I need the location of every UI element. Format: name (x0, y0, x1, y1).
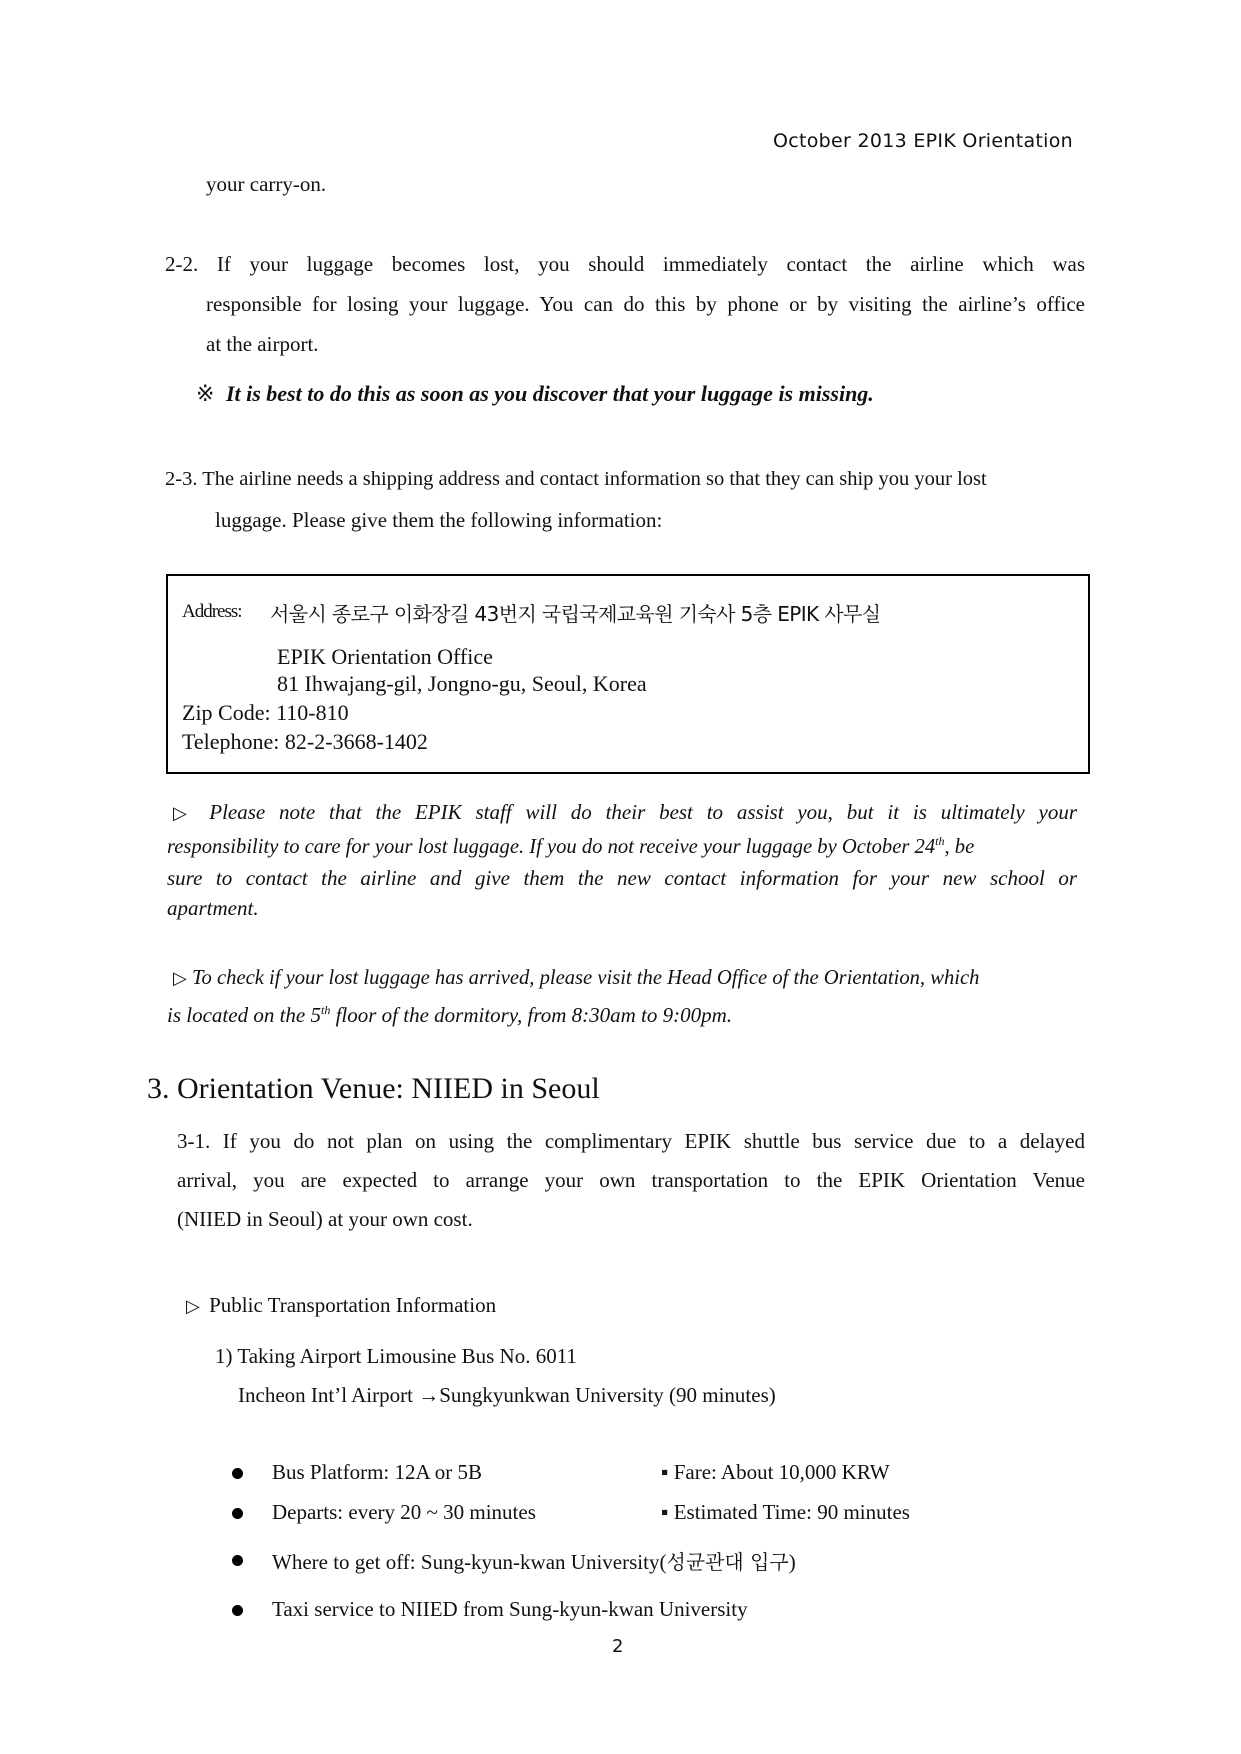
address-label: Address: (182, 601, 242, 622)
bullet-estimated-time: ▪ Estimated Time: 90 minutes (661, 1500, 910, 1524)
address-street: 81 Ihwajang-gil, Jongno-gu, Seoul, Korea (277, 671, 647, 696)
address-telephone: Telephone: 82-2-3668-1402 (182, 729, 428, 754)
transport-item1-route: Incheon Int’l Airport →Sungkyunkwan University (90 minutes) (238, 1383, 776, 1407)
address-office: EPIK Orientation Office (277, 644, 493, 669)
section-2-2-line3: at the airport. (206, 332, 319, 356)
section-3-line2: arrival, you are expected to arrange your own transportation to the EPIK Orientation Venue (177, 1168, 1085, 1192)
note-best-text: It is best to do this as soon as you discover that your luggage is missing. (225, 381, 874, 406)
triangle-bullet-icon: ▷ (186, 1296, 200, 1317)
transport-title (186, 1293, 496, 1318)
transport-item1-title: 1) Taking Airport Limousine Bus No. 6011 (215, 1344, 577, 1368)
bullet-dot-icon (232, 1605, 243, 1616)
note-responsibility-line1 (173, 800, 1077, 825)
section-2-3-line1: 2-3. The airline needs a shipping address and contact information so that they can ship you your lost (165, 468, 987, 490)
note-check-line1 (173, 967, 979, 990)
address-korean: 서울시 종로구 이화장길 43번지 국립국제교육원 기숙사 5층 EPIK 사무실 (270, 602, 881, 626)
note-check-text2a: is located on the 5 (167, 1003, 321, 1027)
note-responsibility-line3: sure to contact the airline and give them the new contact information for your new school or (167, 866, 1077, 890)
address-zip: Zip Code: 110-810 (182, 700, 349, 725)
ordinal-suffix: th (935, 834, 945, 849)
note-best (196, 381, 874, 407)
reference-mark-icon: ※ (196, 382, 215, 407)
where-to-get-off-korean: 성균관대 입구 (666, 1550, 789, 1574)
page-header: October 2013 EPIK Orientation (773, 130, 1073, 152)
section-2-3-line2: luggage. Please give them the following information: (215, 508, 663, 532)
section-2-2-line1: 2-2. If your luggage becomes lost, you should immediately contact the airline which was (165, 252, 1085, 276)
note-check-text2b: floor of the dormitory, from 8:30am to 9:00pm. (330, 1003, 733, 1027)
where-to-get-off-text: Where to get off: Sung-kyun-kwan University( (272, 1550, 667, 1574)
note-check-text1: To check if your lost luggage has arrived, please visit the Head Office of the Orientation, which (192, 967, 980, 989)
section-3-line1: 3-1. If you do not plan on using the complimentary EPIK shuttle bus service due to a delayed (177, 1129, 1085, 1153)
note-responsibility-line2 (167, 836, 974, 859)
note-responsibility-line4: apartment. (167, 896, 259, 920)
bullet-departs: Departs: every 20 ~ 30 minutes (272, 1500, 536, 1524)
note-responsibility-text1: Please note that the EPIK staff will do their best to assist you, but it is ultimately your (209, 800, 1078, 824)
transport-title-text: Public Transportation Information (209, 1293, 497, 1317)
note-responsibility-text2b: , be (944, 836, 975, 858)
bullet-dot-icon (232, 1468, 243, 1479)
page-number: 2 (612, 1636, 624, 1657)
triangle-bullet-icon: ▷ (173, 803, 196, 824)
note-check-line2 (167, 1003, 732, 1028)
closing-paren: ) (788, 1550, 796, 1574)
bullet-fare: ▪ Fare: About 10,000 KRW (661, 1460, 890, 1484)
section-3-line3: (NIIED in Seoul) at your own cost. (177, 1207, 473, 1231)
bullet-where-to-get-off (272, 1546, 796, 1575)
ordinal-suffix: th (320, 1003, 331, 1017)
triangle-bullet-icon: ▷ (173, 968, 187, 989)
bullet-platform: Bus Platform: 12A or 5B (272, 1460, 483, 1484)
section-3-heading: 3. Orientation Venue: NIIED in Seoul (147, 1072, 600, 1105)
bullet-taxi: Taxi service to NIIED from Sung-kyun-kwan University (272, 1597, 748, 1621)
bullet-dot-icon (232, 1508, 243, 1519)
carry-on-line: your carry-on. (206, 172, 327, 196)
bullet-dot-icon (232, 1555, 243, 1566)
note-responsibility-text2a: responsibility to care for your lost luggage. If you do not receive your luggage by October 24 (167, 836, 936, 858)
section-2-2-line2: responsible for losing your luggage. You can do this by phone or by visiting the airline’s office (206, 292, 1085, 316)
